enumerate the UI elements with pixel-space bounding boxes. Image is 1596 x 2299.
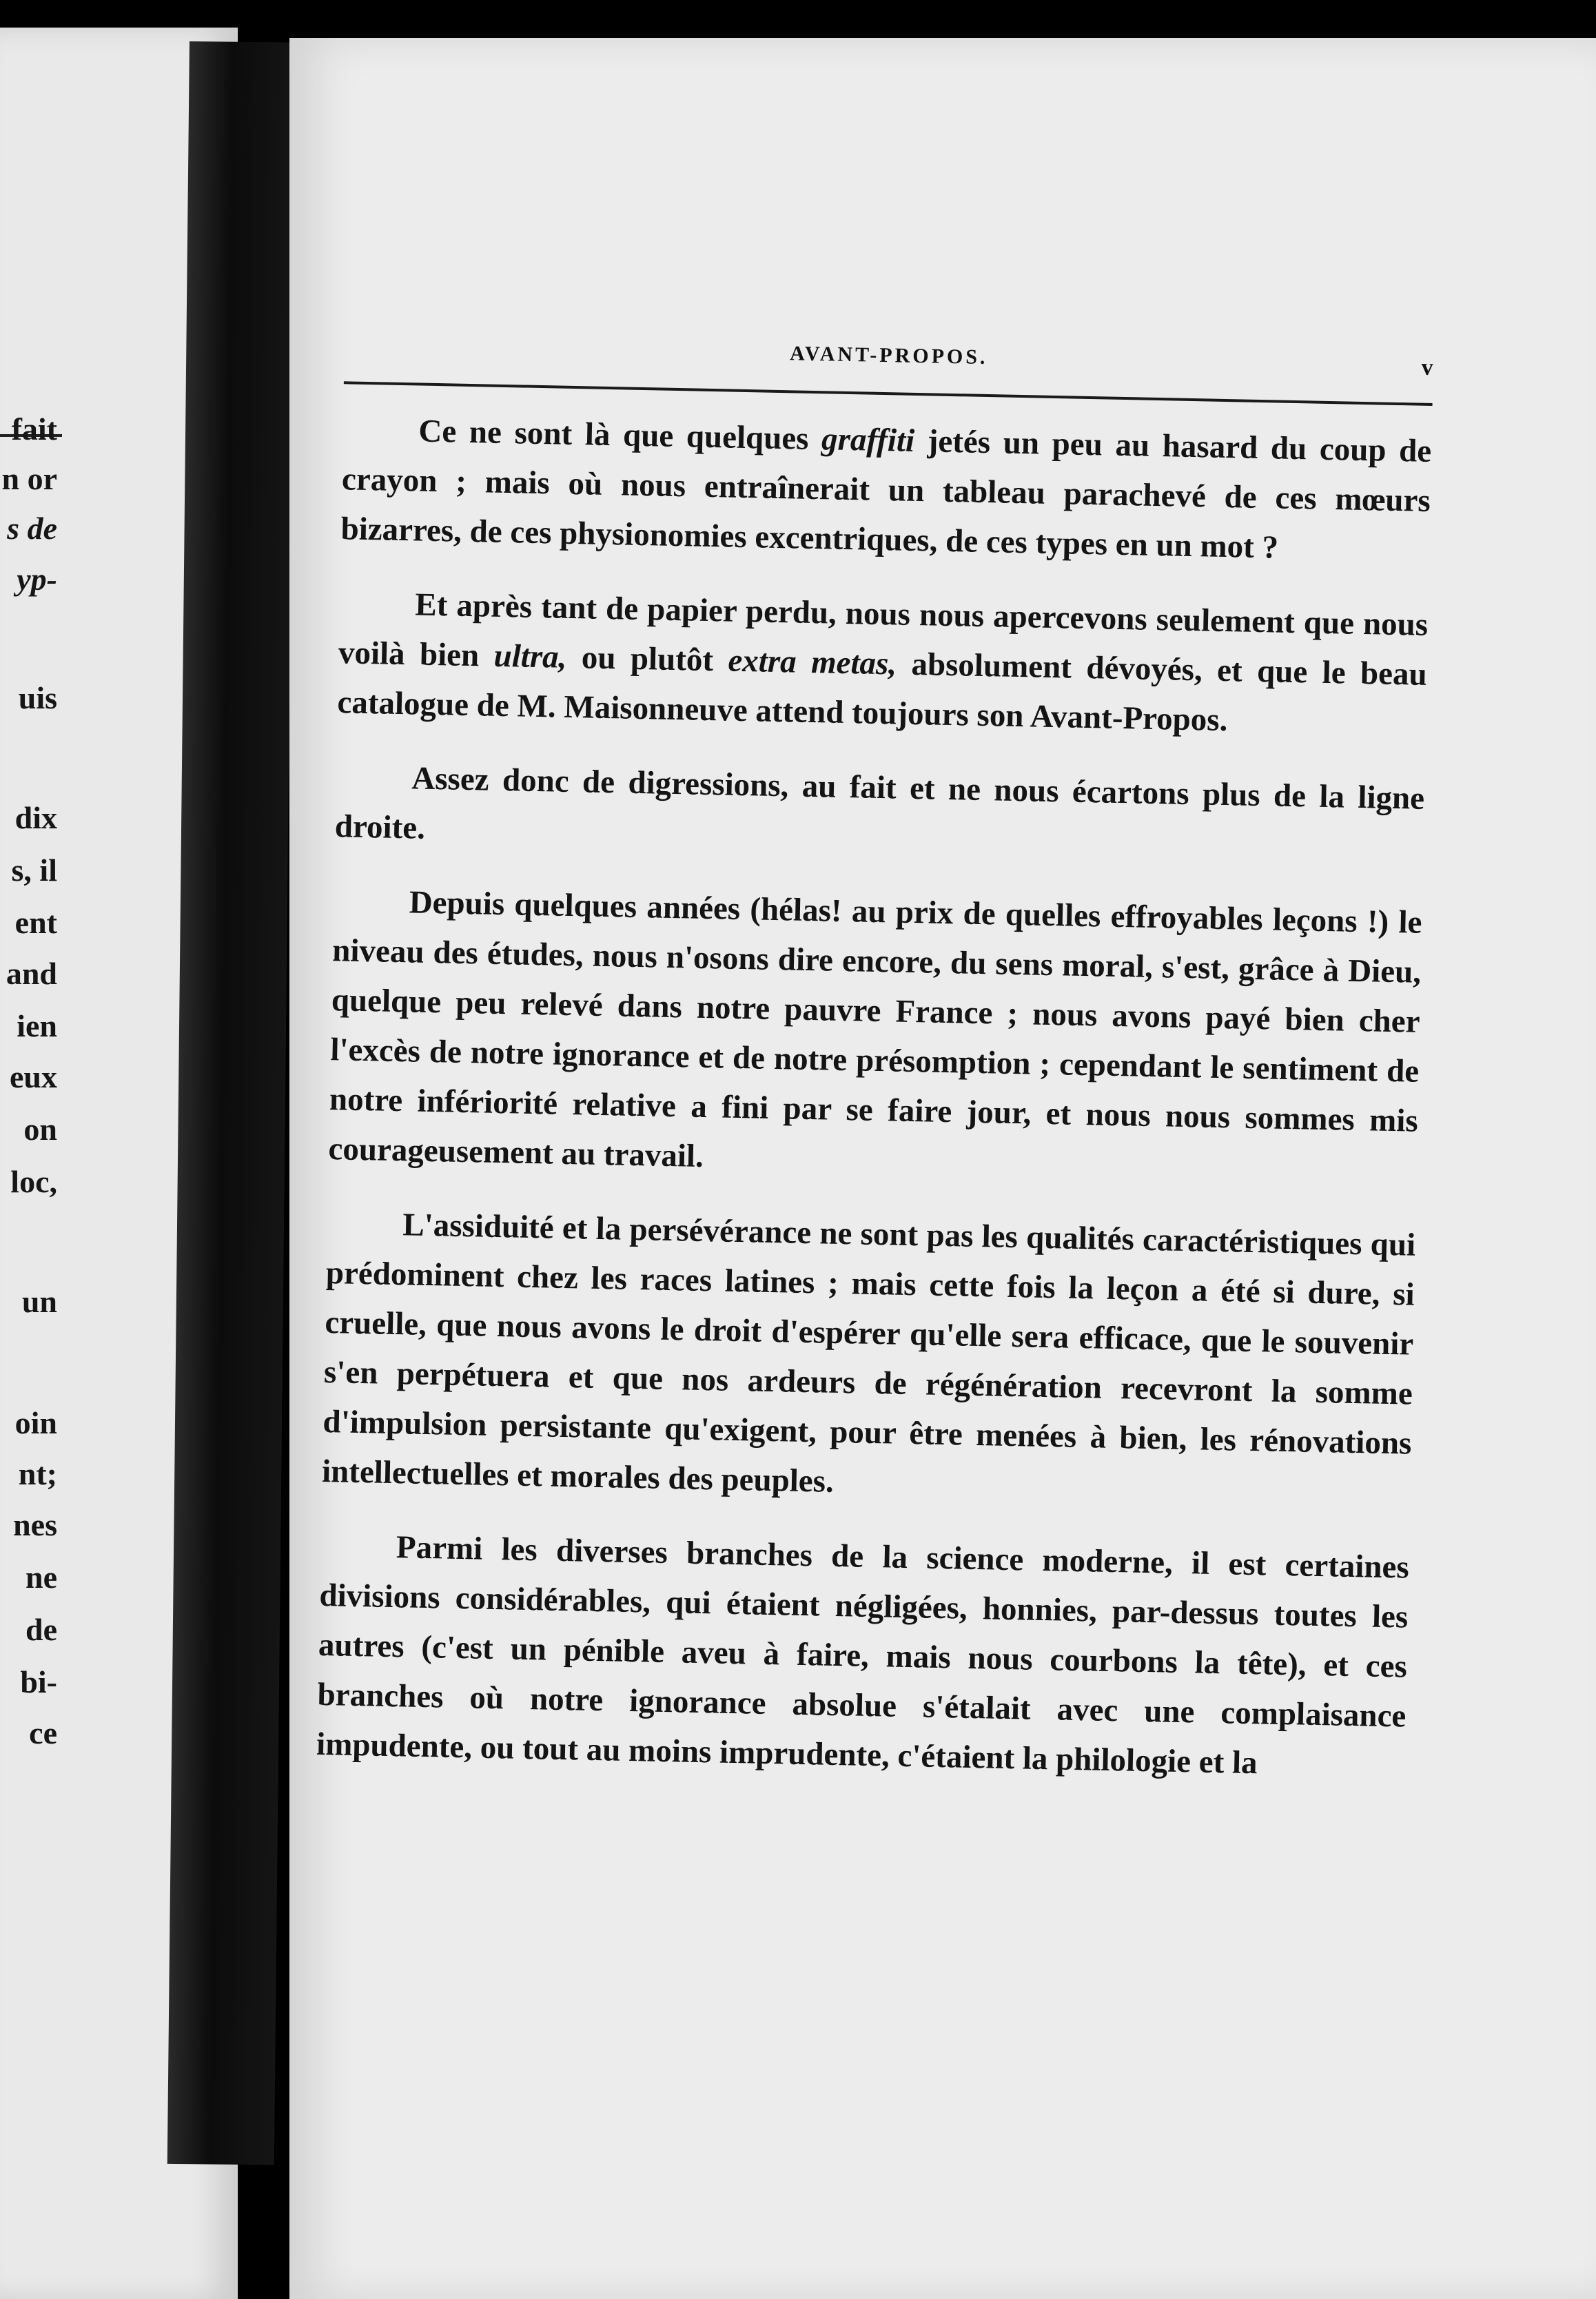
text-run: Et après tant de papier perdu, nous nous apercevons seulement que nous voilà bien	[338, 586, 1429, 674]
page-content	[316, 333, 1433, 1815]
italic-phrase: graffiti	[821, 421, 915, 459]
book-gutter	[167, 41, 296, 2165]
page-number: v	[1421, 354, 1433, 380]
paragraph	[328, 876, 1422, 1196]
left-line-fragment: fait	[11, 411, 57, 447]
left-line-fragment: un	[21, 1284, 57, 1319]
paragraph	[316, 1521, 1409, 1791]
paragraph	[340, 405, 1432, 575]
paragraph	[334, 752, 1425, 873]
italic-phrase: extra metas,	[727, 642, 897, 682]
left-line-fragment: on	[23, 1112, 57, 1147]
left-line-fragment: loc,	[10, 1164, 57, 1199]
text-run: ou plutôt	[566, 639, 729, 679]
left-line-fragment: ne	[25, 1560, 57, 1595]
left-line-fragment: s, il	[11, 852, 57, 888]
left-line-fragment: dix	[14, 800, 57, 835]
italic-phrase: ultra,	[493, 637, 567, 675]
text-run: L'assiduité et la persévérance ne sont pas les qualités caractéristiques qui prédominent chez les races latines ; mais cette fois la leçon a été si dure, si cruelle, que nous avons le droit d'espérer qu'elle sera efficace, que le souvenir s'en perpétuera et que nos ardeurs de régénération recevront la somme d'impulsion persistante qu'exigent, pour être menées à bien, les rénovations intellectuelles et morales des peuples.	[321, 1207, 1416, 1500]
left-line-fragment: uis	[18, 680, 57, 715]
left-line-fragment: ent	[14, 905, 57, 940]
left-line-fragment: ce	[29, 1715, 57, 1750]
left-line-fragment: n or	[1, 461, 57, 496]
left-line-fragment: s de	[7, 511, 57, 546]
left-line-fragment: nes	[13, 1507, 57, 1542]
left-line-fragment: oin	[14, 1405, 57, 1440]
left-line-fragment: yp-	[17, 562, 57, 597]
text-run: Depuis quelques années (hélas! au prix de quelles effroyables leçons !) le niveau des études, nous n'osons dire encore, du sens moral, s'est, grâce à Dieu, quelque peu relevé dans notre pauvre France ; nous avons payé bien cher l'excès de notre ignorance et de notre présomption ; cependant le sentiment de notre infériorité relative a fini par se faire jour, et nous nous sommes mis courageusement au travail.	[328, 884, 1422, 1174]
text-run: Ce ne sont là que quelques	[418, 413, 822, 458]
left-line-fragment: and	[6, 956, 57, 991]
page-header-title: AVANT-PROPOS.	[789, 342, 988, 369]
left-line-fragment: bi-	[20, 1664, 57, 1699]
paragraph	[321, 1198, 1415, 1518]
paragraph	[337, 578, 1429, 749]
text-run: Assez donc de digressions, au fait et ne nous écartons plus de la ligne droite.	[334, 760, 1425, 846]
left-line-fragment: ien	[17, 1008, 57, 1043]
left-line-fragment: de	[25, 1612, 57, 1647]
text-run: jetés un peu au hasard du coup de crayon ; mais où nous entraînerait un tableau parachevé de ces mœurs bizarres, de ces physionomies excentriques, de ces types en un mot ?	[340, 422, 1432, 566]
right-page	[289, 38, 1596, 2299]
text-run: absolument dévoyés, et que le beau catalogue de M. Maisonneuve attend toujours son Avant-Propos.	[337, 646, 1428, 739]
body-text	[316, 405, 1431, 1790]
left-line-fragment: nt;	[18, 1456, 57, 1491]
left-line-fragment: eux	[10, 1059, 57, 1094]
text-run: Parmi les diverses branches de la science moderne, il est certaines divisions considérables, qui étaient négligées, honnies, par-dessus toutes les autres (c'est un pénible aveu à faire, mais nous courbons la tête), et ces branches où notre ignorance absolue s'étalait avec une complaisance impudente, ou tout au moins imprudente, c'étaient la philologie et la	[316, 1529, 1410, 1781]
